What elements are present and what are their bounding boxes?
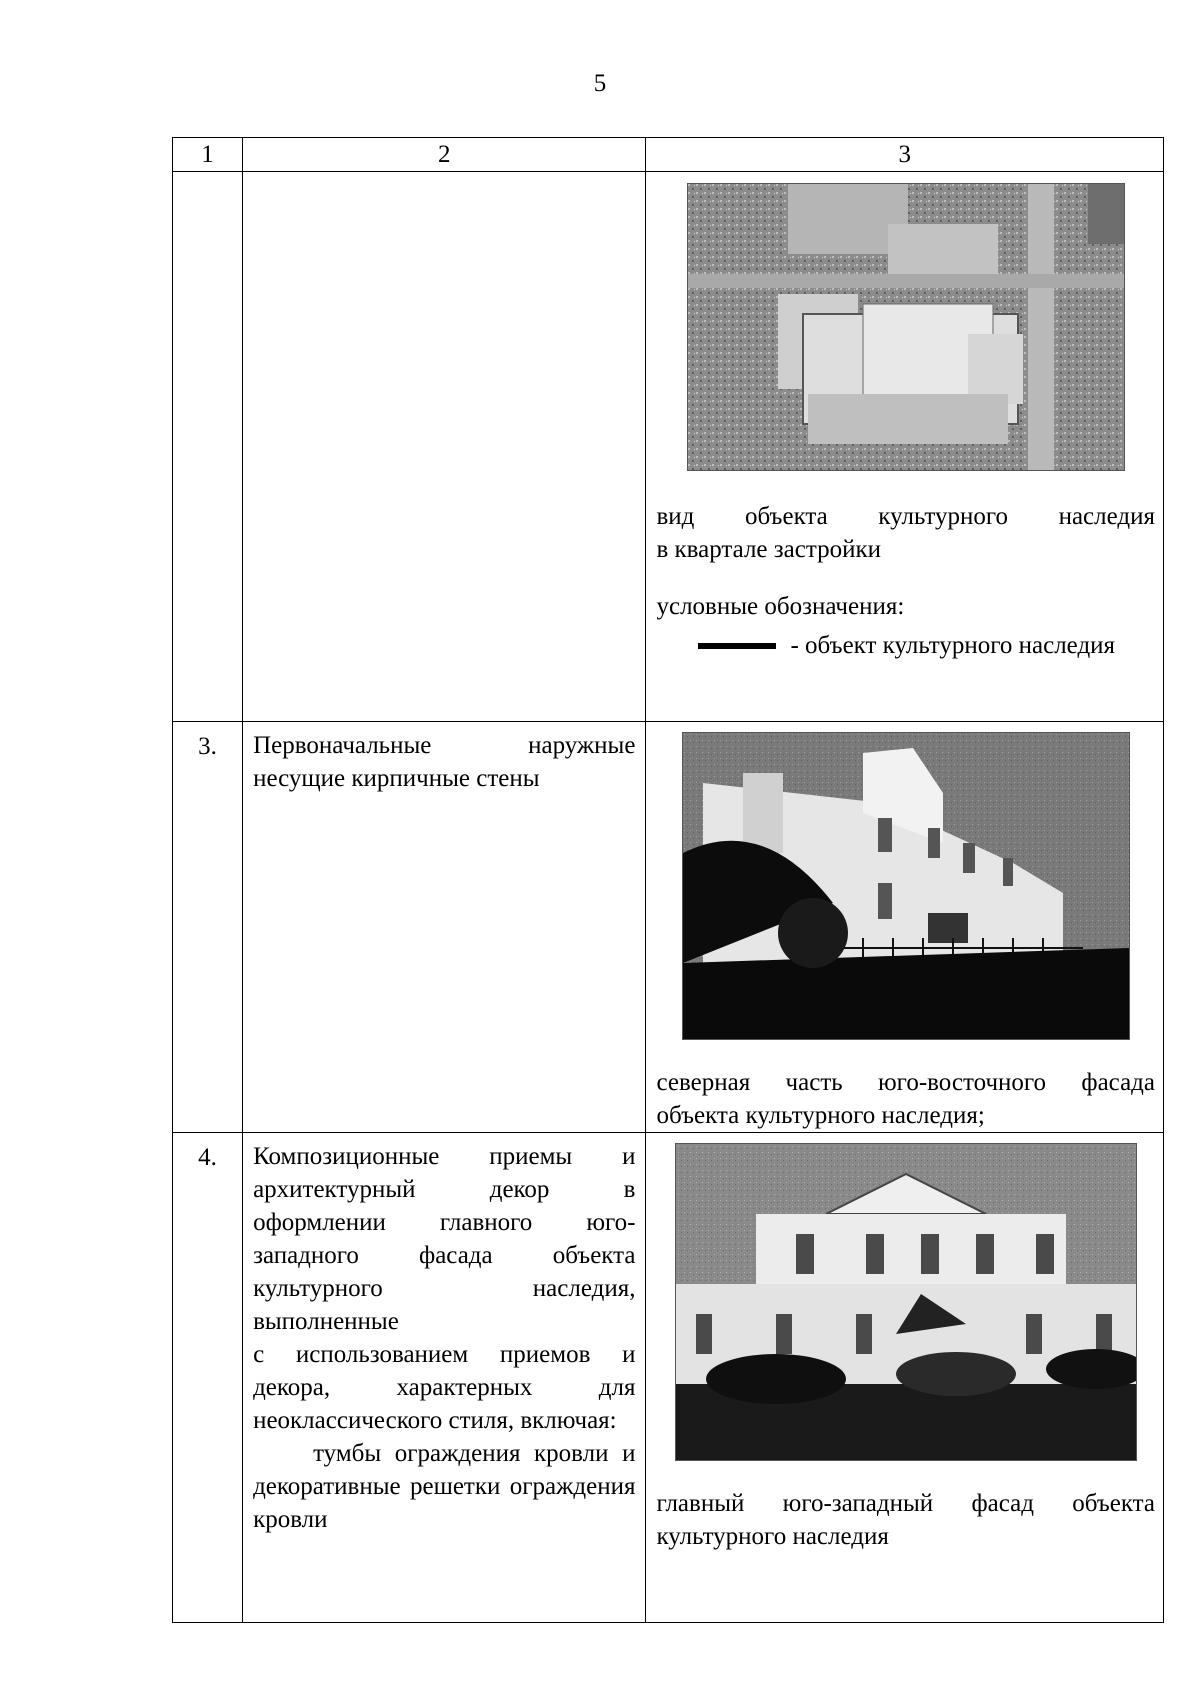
illustration-cell	[646, 172, 1164, 722]
table-row-4	[173, 1133, 1164, 1623]
illustration-cell	[646, 722, 1164, 1133]
table-header-row	[173, 138, 1164, 172]
legend-item	[656, 629, 1155, 662]
description-cell-empty	[243, 172, 646, 722]
aerial-caption-line-2: в квартале застройки	[656, 536, 881, 563]
header-col-2: 2	[243, 138, 646, 172]
row-number-cell-empty	[173, 172, 243, 722]
main-facade-caption-text: главный юго-западный фасад объекта культурного наследия	[656, 1490, 1155, 1550]
aerial-caption	[656, 500, 1155, 566]
facade-north-photo	[682, 732, 1130, 1040]
heritage-table	[172, 137, 1164, 1623]
aerial-caption-line-1: вид объекта культурного наследия	[656, 503, 1155, 530]
main-facade-photo	[675, 1143, 1137, 1461]
row-description	[243, 1133, 646, 1623]
illustration-cell	[646, 1133, 1164, 1623]
legend-title: условные обозначения:	[656, 593, 905, 620]
row-description	[243, 722, 646, 1133]
description-paragraph-3: тумбы ограждения кровли и декоративные решетки ограждения кровли	[253, 1440, 636, 1533]
description-text: Первоначальные наружные несущие кирпичные стены	[253, 732, 636, 792]
row-number: 4.	[173, 1133, 243, 1623]
description-paragraph-2: с использованием приемов и декора, характерных для неоклассического стиля, включая:	[253, 1341, 636, 1434]
facade-north-caption	[656, 1066, 1155, 1132]
description-paragraph-1: Композиционные приемы и архитектурный декор в оформлении главного юго-западного фасада объекта культурного наследия, выполненные	[253, 1143, 636, 1335]
page-number: 5	[593, 70, 607, 97]
table-row-3	[173, 722, 1164, 1133]
aerial-photo	[687, 183, 1125, 471]
table-row-continued	[173, 172, 1164, 722]
legend-line-swatch	[698, 643, 776, 649]
row-number: 3.	[173, 722, 243, 1133]
facade-north-caption-text: северная часть юго-восточного фасада объекта культурного наследия;	[656, 1069, 1155, 1129]
header-col-3: 3	[646, 138, 1164, 172]
main-facade-caption	[656, 1487, 1155, 1553]
legend-item-label: - объект культурного наследия	[790, 632, 1116, 659]
header-col-1: 1	[173, 138, 243, 172]
